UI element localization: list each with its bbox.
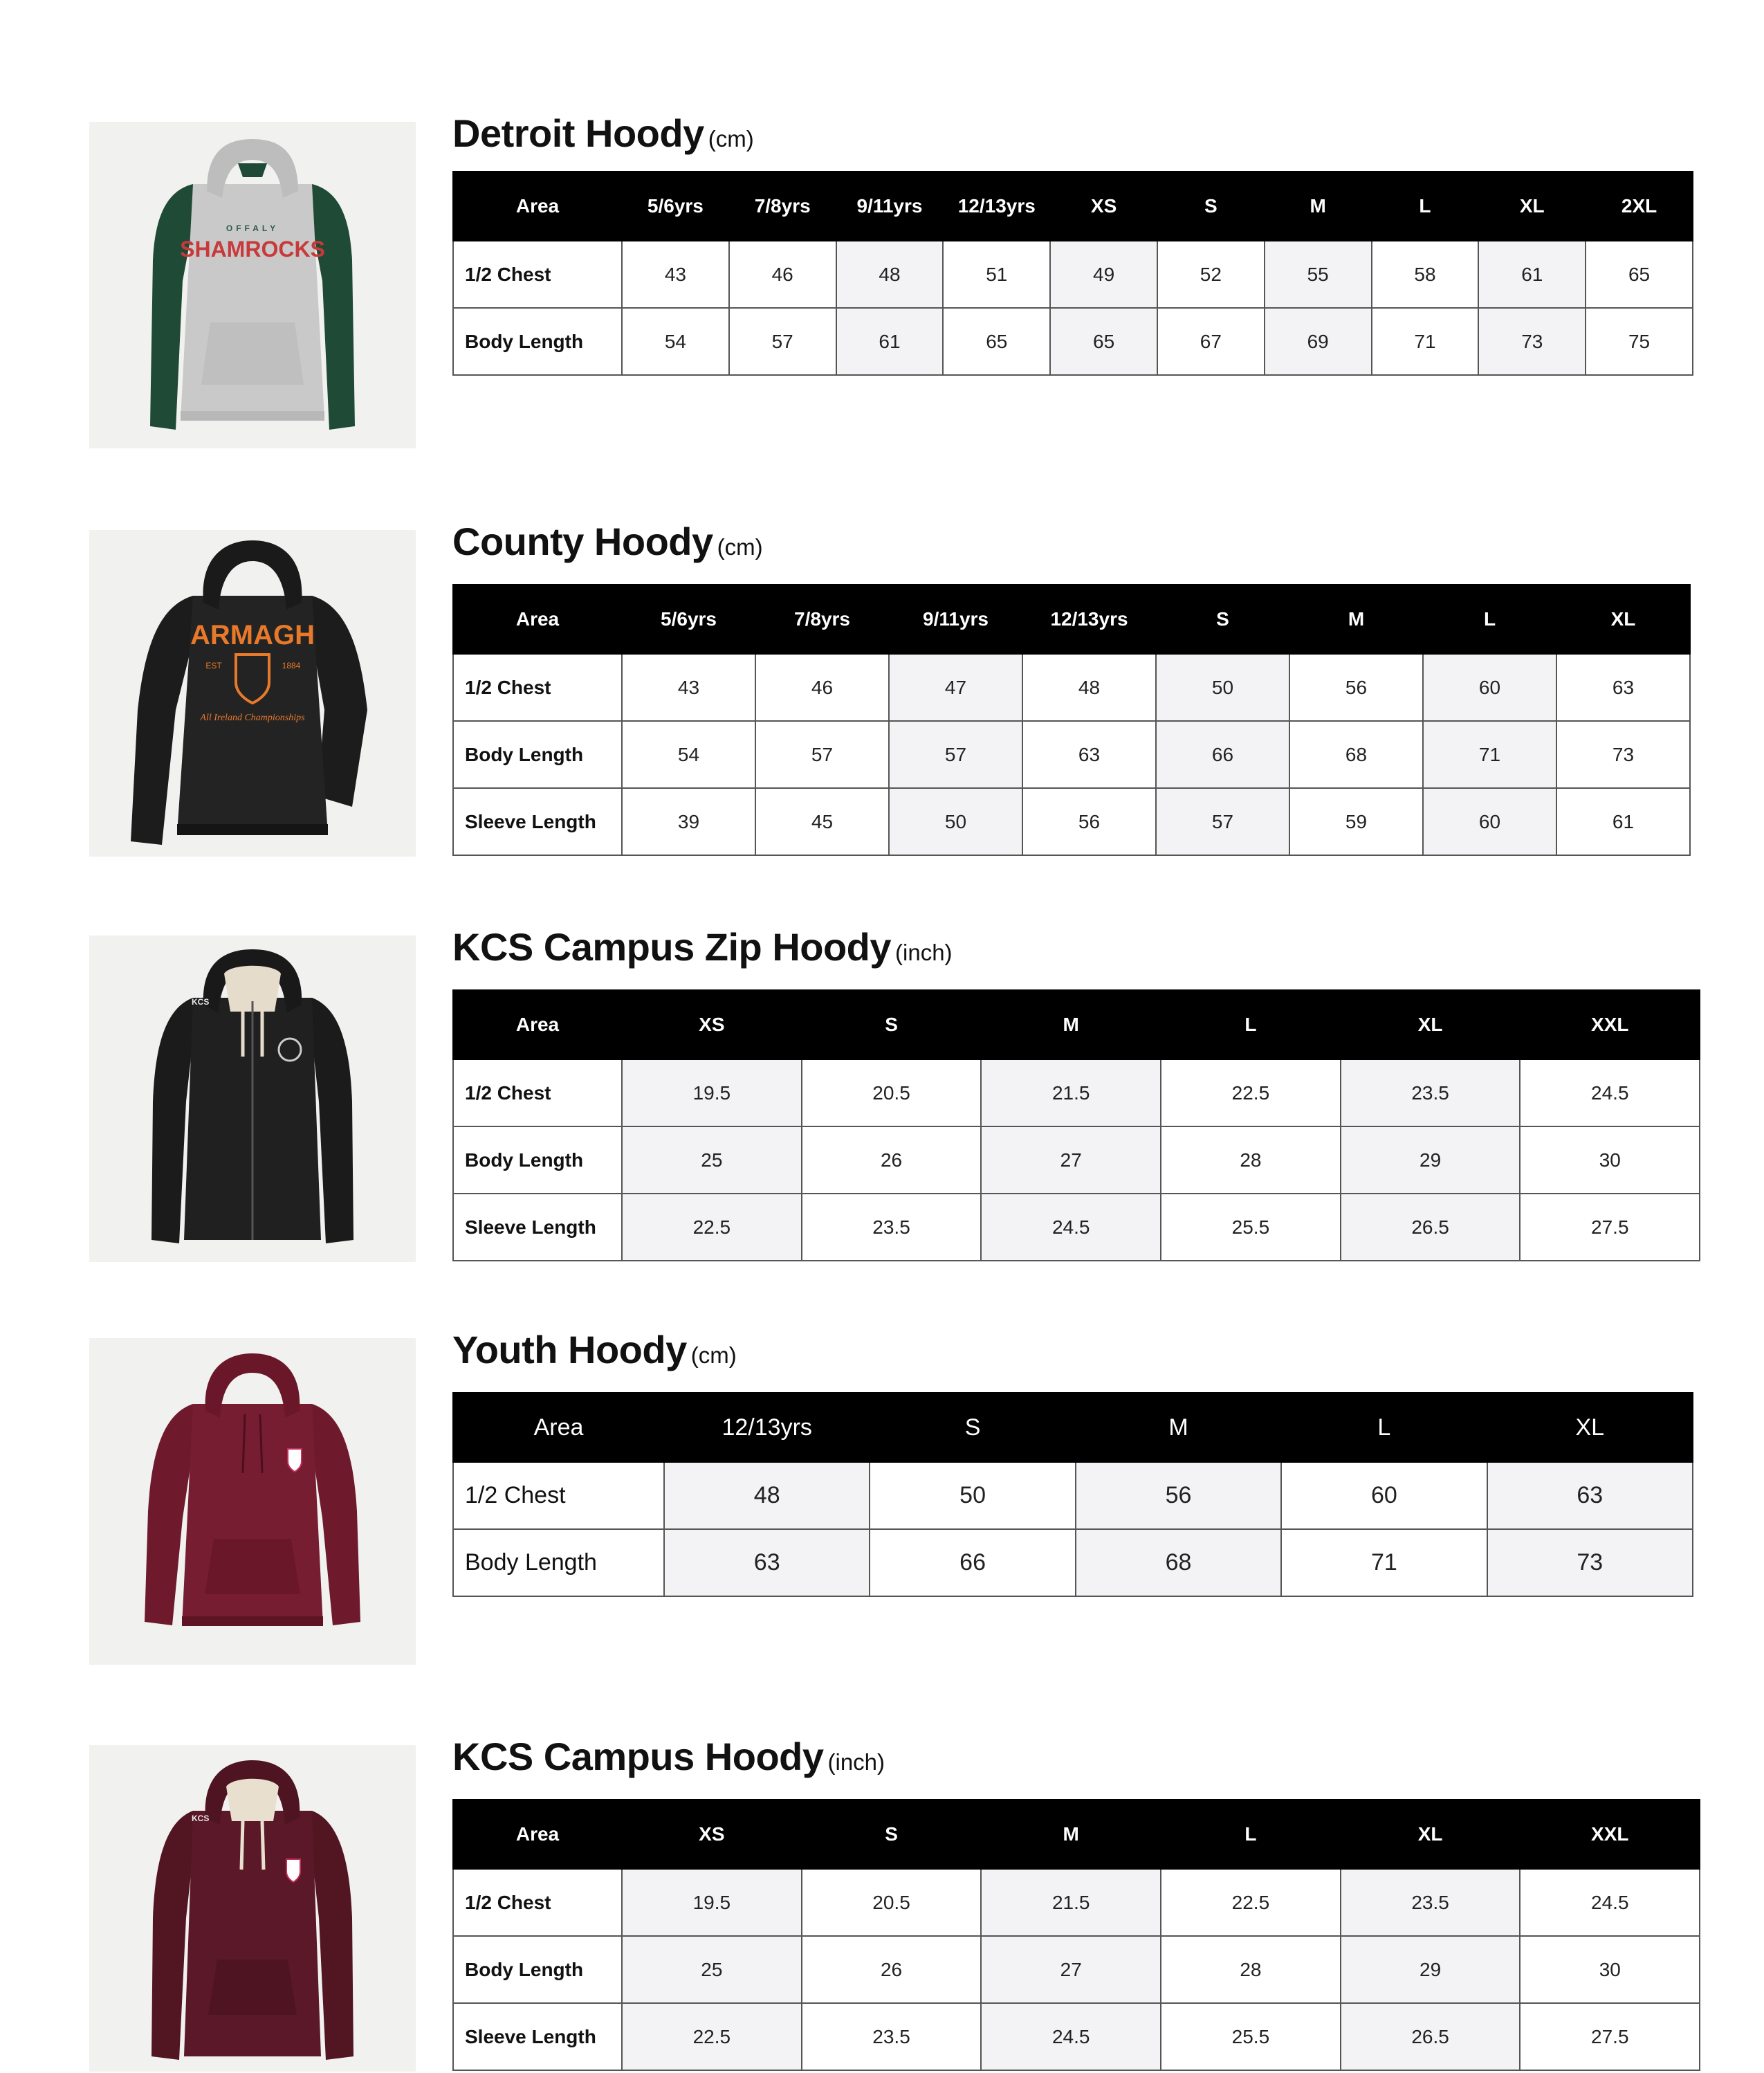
table-cell: 63 — [1556, 654, 1690, 721]
table-cell: 60 — [1423, 788, 1556, 855]
table-cell: 71 — [1372, 308, 1479, 375]
size-table — [452, 171, 1693, 376]
table-cell: 57 — [729, 308, 836, 375]
table-row — [453, 1462, 1693, 1529]
table-cell: 48 — [1022, 654, 1156, 721]
table-cell: 63 — [664, 1529, 870, 1596]
table-cell: 24.5 — [1520, 1059, 1700, 1126]
column-header: 9/11yrs — [889, 585, 1022, 654]
table-cell: 65 — [1586, 241, 1693, 308]
table-cell: 29 — [1341, 1126, 1520, 1194]
unit-label: (cm) — [690, 1342, 737, 1368]
table-cell: 20.5 — [802, 1869, 982, 1936]
table-cell: 22.5 — [622, 1194, 802, 1261]
table-row — [453, 721, 1690, 788]
hoody-icon — [89, 1338, 416, 1665]
table-cell: 50 — [870, 1462, 1075, 1529]
table-cell: 63 — [1022, 721, 1156, 788]
unit-label: (cm) — [717, 534, 763, 560]
table-cell: 61 — [1478, 241, 1586, 308]
table-cell: 20.5 — [802, 1059, 982, 1126]
table-cell: 25.5 — [1161, 2003, 1341, 2070]
table-cell: 46 — [729, 241, 836, 308]
column-header: XL — [1487, 1393, 1693, 1462]
column-header: L — [1372, 172, 1479, 241]
column-header: XS — [1050, 172, 1157, 241]
row-label: 1/2 Chest — [453, 654, 622, 721]
table-cell: 22.5 — [622, 2003, 802, 2070]
table-cell: 19.5 — [622, 1869, 802, 1936]
table-cell: 68 — [1076, 1529, 1281, 1596]
product-photo-detroit-hoody — [89, 122, 416, 448]
table-row — [453, 654, 1690, 721]
table-header-row — [453, 990, 1700, 1059]
table-row — [453, 1869, 1700, 1936]
table-cell: 23.5 — [802, 1194, 982, 1261]
column-header: Area — [453, 172, 622, 241]
table-cell: 65 — [943, 308, 1050, 375]
table-cell: 61 — [836, 308, 944, 375]
hoody-icon — [89, 935, 416, 1262]
table-cell: 19.5 — [622, 1059, 802, 1126]
size-table — [452, 584, 1691, 856]
row-label: Body Length — [453, 721, 622, 788]
row-label: 1/2 Chest — [453, 241, 622, 308]
table-row — [453, 1194, 1700, 1261]
table-header-row — [453, 1800, 1700, 1869]
column-header: M — [1289, 585, 1423, 654]
table-cell: 56 — [1289, 654, 1423, 721]
row-label: 1/2 Chest — [453, 1869, 622, 1936]
column-header: Area — [453, 585, 622, 654]
table-cell: 39 — [622, 788, 755, 855]
product-photo-youth-hoody — [89, 1338, 416, 1665]
product-title — [452, 1327, 737, 1372]
table-cell: 54 — [622, 308, 729, 375]
column-header: 12/13yrs — [943, 172, 1050, 241]
table-header-row — [453, 1393, 1693, 1462]
table-cell: 65 — [1050, 308, 1157, 375]
table-cell: 45 — [755, 788, 889, 855]
table-cell: 26 — [802, 1936, 982, 2003]
hoody-icon — [89, 530, 416, 857]
table-cell: 69 — [1265, 308, 1372, 375]
table-cell: 28 — [1161, 1936, 1341, 2003]
column-header: 7/8yrs — [755, 585, 889, 654]
column-header: XL — [1341, 1800, 1520, 1869]
table-cell: 55 — [1265, 241, 1372, 308]
row-label: Body Length — [453, 1529, 664, 1596]
product-name: County Hoody — [452, 520, 713, 563]
print-line: All Ireland Championships — [200, 713, 305, 723]
table-cell: 50 — [1156, 654, 1289, 721]
table-cell: 23.5 — [1341, 1869, 1520, 1936]
table-cell: 30 — [1520, 1126, 1700, 1194]
product-photo-county-hoody — [89, 530, 416, 857]
column-header: XXL — [1520, 990, 1700, 1059]
product-name: KCS Campus Zip Hoody — [452, 925, 892, 969]
table-row — [453, 1059, 1700, 1126]
table-cell: 57 — [889, 721, 1022, 788]
table-cell: 58 — [1372, 241, 1479, 308]
product-title — [452, 519, 763, 564]
column-header: S — [870, 1393, 1075, 1462]
row-label: 1/2 Chest — [453, 1059, 622, 1126]
table-row — [453, 2003, 1700, 2070]
row-label: Sleeve Length — [453, 788, 622, 855]
table-cell: 26.5 — [1341, 1194, 1520, 1261]
size-table — [452, 1392, 1693, 1597]
table-cell: 50 — [889, 788, 1022, 855]
table-cell: 43 — [622, 241, 729, 308]
column-header: M — [981, 1800, 1161, 1869]
column-header: S — [802, 990, 982, 1059]
table-cell: 24.5 — [981, 1194, 1161, 1261]
table-cell: 23.5 — [1341, 1059, 1520, 1126]
product-photo-kcs-campus-zip-hoody — [89, 935, 416, 1262]
table-cell: 57 — [1156, 788, 1289, 855]
table-cell: 73 — [1478, 308, 1586, 375]
table-cell: 23.5 — [802, 2003, 982, 2070]
hoody-icon — [89, 122, 416, 448]
table-row — [453, 788, 1690, 855]
table-cell: 25 — [622, 1936, 802, 2003]
table-cell: 71 — [1423, 721, 1556, 788]
print-line: KCS — [192, 1814, 210, 1823]
row-label: Body Length — [453, 1126, 622, 1194]
table-cell: 25 — [622, 1126, 802, 1194]
table-cell: 51 — [943, 241, 1050, 308]
table-cell: 25.5 — [1161, 1194, 1341, 1261]
table-cell: 66 — [1156, 721, 1289, 788]
print-line: SHAMROCKS — [180, 237, 325, 262]
column-header: XXL — [1520, 1800, 1700, 1869]
unit-label: (inch) — [827, 1749, 885, 1775]
table-cell: 43 — [622, 654, 755, 721]
table-cell: 28 — [1161, 1126, 1341, 1194]
table-cell: 21.5 — [981, 1869, 1161, 1936]
column-header: M — [1076, 1393, 1281, 1462]
table-cell: 47 — [889, 654, 1022, 721]
table-row — [453, 1126, 1700, 1194]
product-name: Detroit Hoody — [452, 111, 704, 155]
product-name: Youth Hoody — [452, 1328, 687, 1371]
table-cell: 24.5 — [981, 2003, 1161, 2070]
table-cell: 56 — [1076, 1462, 1281, 1529]
row-label: Sleeve Length — [453, 1194, 622, 1261]
table-cell: 71 — [1281, 1529, 1487, 1596]
table-cell: 56 — [1022, 788, 1156, 855]
row-label: Sleeve Length — [453, 2003, 622, 2070]
table-header-row — [453, 172, 1693, 241]
table-cell: 59 — [1289, 788, 1423, 855]
table-row — [453, 1529, 1693, 1596]
table-cell: 60 — [1423, 654, 1556, 721]
column-header: L — [1161, 990, 1341, 1059]
size-table — [452, 989, 1700, 1261]
column-header: L — [1161, 1800, 1341, 1869]
size-table — [452, 1799, 1700, 2071]
column-header: 2XL — [1586, 172, 1693, 241]
table-row — [453, 308, 1693, 375]
table-cell: 30 — [1520, 1936, 1700, 2003]
table-cell: 26.5 — [1341, 2003, 1520, 2070]
print-line: OFFALY — [226, 223, 279, 233]
print-line: EST — [205, 661, 222, 670]
table-cell: 57 — [755, 721, 889, 788]
column-header: L — [1423, 585, 1556, 654]
table-header-row — [453, 585, 1690, 654]
table-cell: 49 — [1050, 241, 1157, 308]
column-header: 12/13yrs — [1022, 585, 1156, 654]
print-line: KCS — [192, 997, 210, 1007]
column-header: Area — [453, 990, 622, 1059]
table-cell: 75 — [1586, 308, 1693, 375]
table-cell: 67 — [1157, 308, 1265, 375]
column-header: 7/8yrs — [729, 172, 836, 241]
product-name: KCS Campus Hoody — [452, 1735, 824, 1778]
product-title — [452, 111, 754, 156]
unit-label: (inch) — [895, 940, 953, 965]
table-cell: 63 — [1487, 1462, 1693, 1529]
column-header: 9/11yrs — [836, 172, 944, 241]
table-cell: 73 — [1556, 721, 1690, 788]
table-cell: 29 — [1341, 1936, 1520, 2003]
column-header: XL — [1478, 172, 1586, 241]
hoody-icon — [89, 1745, 416, 2072]
table-cell: 22.5 — [1161, 1869, 1341, 1936]
column-header: S — [802, 1800, 982, 1869]
table-cell: 27 — [981, 1936, 1161, 2003]
column-header: M — [1265, 172, 1372, 241]
column-header: XS — [622, 1800, 802, 1869]
table-cell: 48 — [836, 241, 944, 308]
table-cell: 60 — [1281, 1462, 1487, 1529]
column-header: Area — [453, 1393, 664, 1462]
table-cell: 22.5 — [1161, 1059, 1341, 1126]
column-header: XS — [622, 990, 802, 1059]
print-line: 1884 — [282, 661, 301, 670]
table-cell: 68 — [1289, 721, 1423, 788]
column-header: S — [1156, 585, 1289, 654]
table-row — [453, 241, 1693, 308]
table-row — [453, 1936, 1700, 2003]
table-cell: 52 — [1157, 241, 1265, 308]
table-cell: 27.5 — [1520, 2003, 1700, 2070]
table-cell: 66 — [870, 1529, 1075, 1596]
column-header: XL — [1341, 990, 1520, 1059]
table-cell: 27.5 — [1520, 1194, 1700, 1261]
column-header: XL — [1556, 585, 1690, 654]
column-header: S — [1157, 172, 1265, 241]
column-header: L — [1281, 1393, 1487, 1462]
print-line: ARMAGH — [190, 620, 315, 650]
table-cell: 24.5 — [1520, 1869, 1700, 1936]
table-cell: 21.5 — [981, 1059, 1161, 1126]
table-cell: 46 — [755, 654, 889, 721]
column-header: 5/6yrs — [622, 172, 729, 241]
unit-label: (cm) — [708, 126, 754, 152]
table-cell: 48 — [664, 1462, 870, 1529]
table-cell: 73 — [1487, 1529, 1693, 1596]
table-cell: 54 — [622, 721, 755, 788]
column-header: M — [981, 990, 1161, 1059]
row-label: Body Length — [453, 1936, 622, 2003]
column-header: Area — [453, 1800, 622, 1869]
column-header: 12/13yrs — [664, 1393, 870, 1462]
table-cell: 26 — [802, 1126, 982, 1194]
table-cell: 61 — [1556, 788, 1690, 855]
product-title — [452, 1734, 885, 1779]
row-label: Body Length — [453, 308, 622, 375]
column-header: 5/6yrs — [622, 585, 755, 654]
row-label: 1/2 Chest — [453, 1462, 664, 1529]
table-cell: 27 — [981, 1126, 1161, 1194]
product-photo-kcs-campus-hoody — [89, 1745, 416, 2072]
product-title — [452, 924, 953, 969]
